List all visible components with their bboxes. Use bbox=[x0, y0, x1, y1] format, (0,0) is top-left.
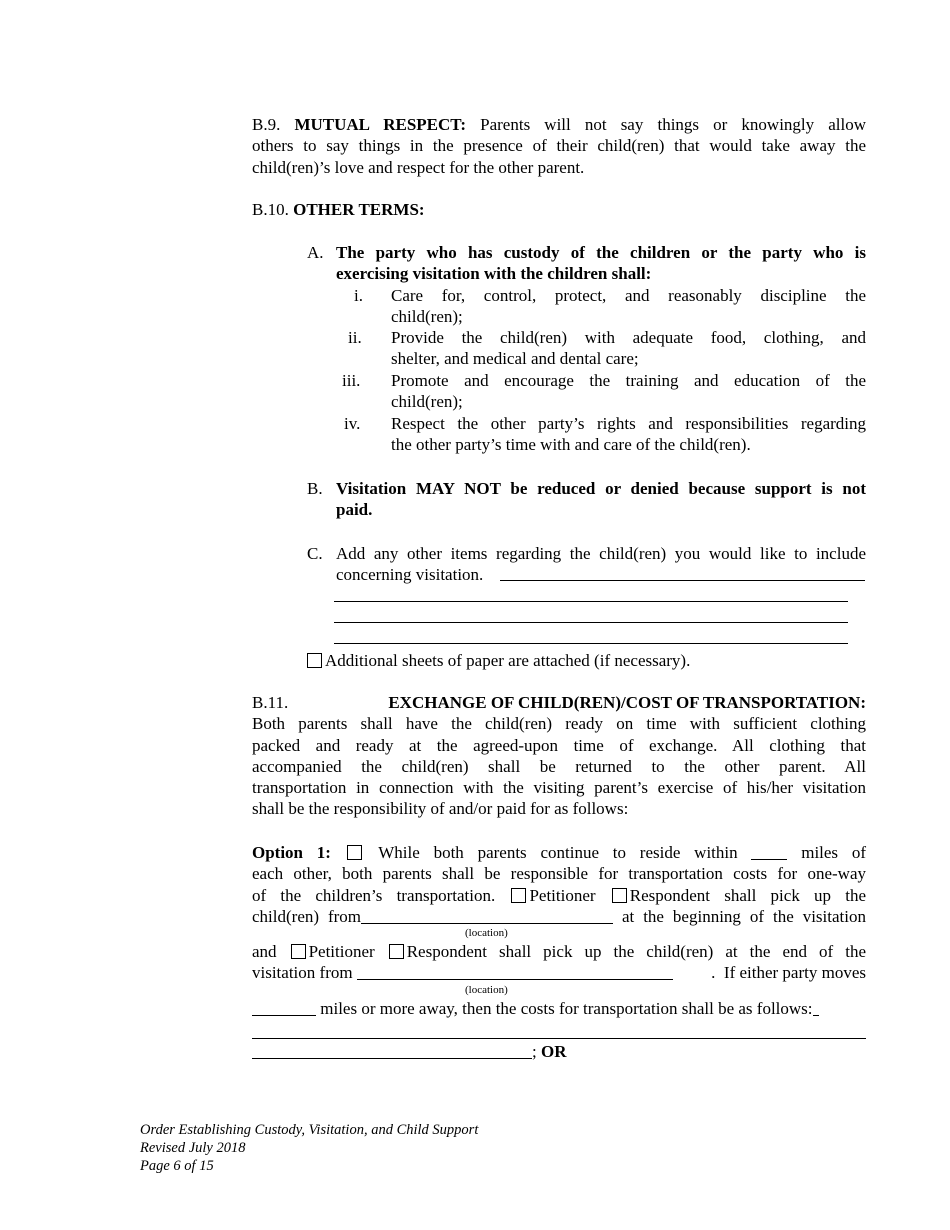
b10-b-line-2: paid. bbox=[336, 500, 373, 520]
pickup-location-input[interactable] bbox=[361, 907, 613, 924]
option-1-cont bbox=[252, 941, 866, 984]
option-1-line-3 bbox=[252, 885, 866, 906]
location-caption: (location) bbox=[465, 984, 508, 996]
b10-b-text bbox=[336, 478, 866, 521]
section-number: B.11. bbox=[252, 693, 289, 712]
b9-line-1 bbox=[252, 114, 866, 135]
option-1-line-5 bbox=[252, 941, 866, 962]
b11-line: shall be the responsibility of and/or paid for as follows: bbox=[252, 799, 629, 819]
option-1-text: miles of bbox=[801, 843, 866, 862]
list-item-line: child(ren); bbox=[391, 307, 463, 327]
option-1-text: and bbox=[252, 942, 277, 961]
list-item-line: shelter, and medical and dental care; bbox=[391, 349, 639, 369]
list-item-ii-marker: ii. bbox=[348, 328, 362, 347]
b10-a-text bbox=[336, 242, 866, 285]
option-1-text: child(ren) from bbox=[252, 906, 362, 926]
option-1-text: . If either party moves bbox=[711, 963, 866, 983]
other-items-input-line[interactable] bbox=[334, 643, 848, 644]
option-1-text: While both parents continue to reside within bbox=[378, 843, 738, 862]
b11-line: transportation in connection with the visiting parent’s exercise of his/her visitation bbox=[252, 778, 866, 798]
option-1-line-1 bbox=[252, 842, 866, 863]
option-1-text: miles or more away, then the costs for transportation shall be as follows: bbox=[320, 999, 813, 1018]
section-b11 bbox=[252, 692, 866, 820]
list-item-line: Provide the child(ren) with adequate food, clothing, and bbox=[391, 328, 866, 347]
distance-miles-input[interactable] bbox=[252, 999, 316, 1016]
return-location-input[interactable] bbox=[357, 963, 619, 980]
section-heading: OTHER TERMS: bbox=[293, 200, 425, 219]
b10-c-marker: C. bbox=[307, 544, 323, 563]
option-1-line-7 bbox=[252, 998, 866, 1019]
petitioner-checkbox[interactable] bbox=[511, 888, 526, 903]
list-item-line: Promote and encourage the training and education of the bbox=[391, 371, 866, 390]
option-1-text: shall pick up the child(ren) at the end of the bbox=[499, 942, 866, 961]
footer-page: Page 6 of 15 bbox=[140, 1158, 214, 1174]
b11-line: accompanied the child(ren) shall be returned to the other parent. All bbox=[252, 756, 866, 776]
section-b10-heading bbox=[252, 199, 425, 220]
b10-a-line-2: exercising visitation with the children shall: bbox=[336, 264, 652, 284]
option-1-text: shall pick up the bbox=[724, 885, 866, 905]
respondent-label: Respondent bbox=[406, 942, 487, 961]
petitioner-checkbox[interactable] bbox=[291, 944, 306, 959]
b10-a-marker: A. bbox=[307, 243, 324, 262]
additional-sheets-label: Additional sheets of paper are attached (if necessary). bbox=[325, 651, 691, 670]
or-label: OR bbox=[540, 1042, 567, 1061]
section-b9 bbox=[252, 114, 866, 178]
b10-c-line-2: concerning visitation. bbox=[336, 565, 484, 585]
b11-line: packed and ready at the agreed-upon time of exchange. All clothing that bbox=[252, 735, 866, 755]
list-item-i bbox=[391, 285, 866, 328]
costs-input-line-2[interactable] bbox=[252, 1042, 532, 1059]
option-label: Option 1: bbox=[252, 843, 331, 862]
section-heading: MUTUAL RESPECT: bbox=[294, 115, 467, 134]
additional-sheets-row bbox=[307, 650, 690, 671]
other-items-input-line[interactable] bbox=[334, 622, 848, 623]
petitioner-label: Petitioner bbox=[529, 885, 596, 905]
section-heading: EXCHANGE OF CHILD(REN)/COST OF TRANSPORTATION: bbox=[388, 693, 866, 712]
return-location-extra[interactable] bbox=[619, 963, 673, 980]
option-1-text: of the children’s transportation. bbox=[252, 885, 496, 905]
list-item-iii-marker: iii. bbox=[342, 371, 361, 390]
b11-line: Both parents shall have the child(ren) ready on time with sufficient clothing bbox=[252, 714, 866, 734]
option-1-line-2: each other, both parents shall be responsible for transportation costs for one-way bbox=[252, 864, 866, 884]
list-item-line: Care for, control, protect, and reasonably discipline the bbox=[391, 286, 866, 305]
respondent-label: Respondent bbox=[629, 885, 711, 905]
section-number: B.9. bbox=[252, 115, 281, 134]
list-item-iv-marker: iv. bbox=[344, 414, 361, 433]
petitioner-label: Petitioner bbox=[308, 942, 375, 961]
footer-revised: Revised July 2018 bbox=[140, 1140, 246, 1156]
footer-title: Order Establishing Custody, Visitation, and Child Support bbox=[140, 1122, 479, 1138]
list-item-iii bbox=[391, 370, 866, 413]
respondent-checkbox[interactable] bbox=[389, 944, 404, 959]
option-1-text: visitation from bbox=[252, 963, 353, 983]
section-number: B.10. bbox=[252, 200, 289, 219]
b10-b-line-1: Visitation MAY NOT be reduced or denied because support is not bbox=[336, 479, 866, 498]
list-item-iv bbox=[391, 413, 866, 456]
costs-input-line[interactable] bbox=[252, 1038, 866, 1039]
list-item-line: Respect the other party’s rights and responsibilities regarding bbox=[391, 414, 866, 433]
b9-line-2: others to say things in the presence of their child(ren) that would take away the bbox=[252, 136, 866, 156]
location-caption: (location) bbox=[465, 927, 508, 939]
option-1 bbox=[252, 842, 866, 927]
list-item-ii bbox=[391, 327, 866, 370]
respondent-checkbox[interactable] bbox=[612, 888, 627, 903]
footer bbox=[140, 1121, 478, 1175]
b9-line-3: child(ren)’s love and respect for the other parent. bbox=[252, 157, 585, 177]
b10-a-line-1: The party who has custody of the children or the party who is bbox=[336, 243, 866, 262]
option-1-checkbox[interactable] bbox=[347, 845, 362, 860]
b10-b-marker: B. bbox=[307, 479, 323, 498]
list-item-i-marker: i. bbox=[354, 286, 363, 305]
b10-c-line-1: Add any other items regarding the child(ren) you would like to include bbox=[336, 544, 866, 563]
b9-text-1: Parents will not say things or knowingly allow bbox=[480, 115, 867, 134]
additional-sheets-checkbox[interactable] bbox=[307, 653, 322, 668]
costs-input-start[interactable] bbox=[813, 999, 819, 1016]
b11-heading-line bbox=[252, 692, 866, 713]
option-1-text: at the beginning of the visitation bbox=[621, 906, 866, 926]
other-items-input-line[interactable] bbox=[334, 601, 848, 602]
option-1-line-6 bbox=[252, 962, 866, 983]
list-item-line: the other party’s time with and care of the child(ren). bbox=[391, 435, 751, 455]
or-line: ; OR bbox=[252, 1041, 566, 1062]
list-item-line: child(ren); bbox=[391, 392, 463, 412]
miles-input[interactable] bbox=[751, 843, 787, 860]
other-items-input-line[interactable] bbox=[500, 580, 865, 581]
option-1-line-4 bbox=[252, 906, 866, 927]
